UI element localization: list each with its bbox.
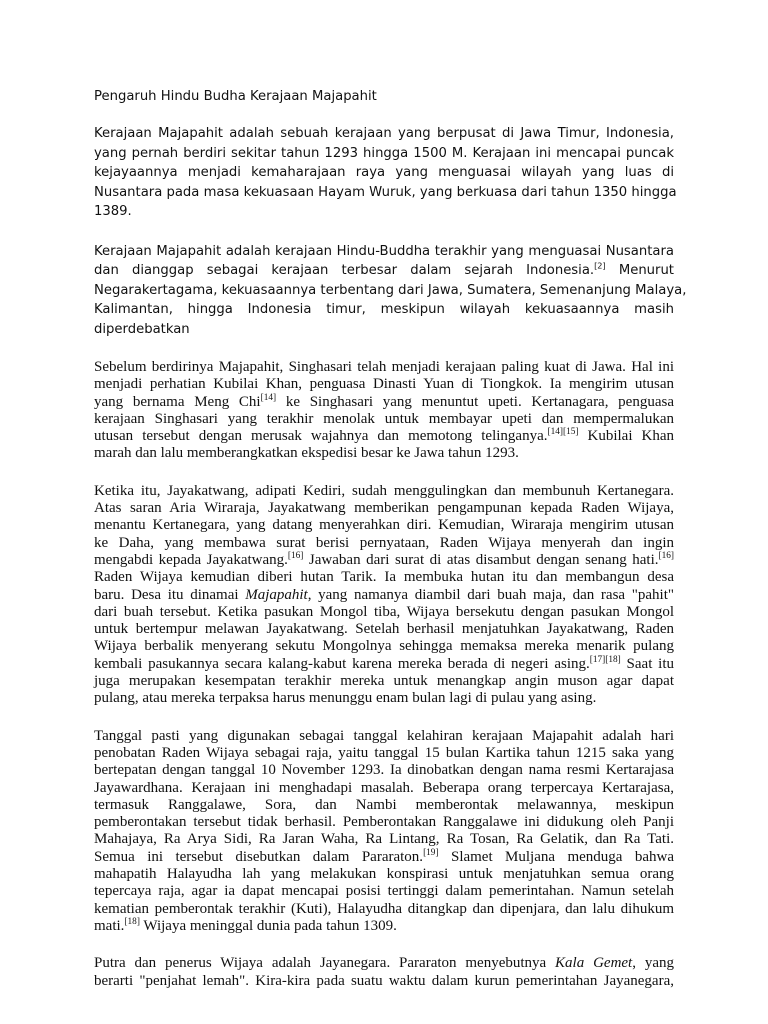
text-run: Putra dan penerus Wijaya adalah Jayanegara. Pararaton menyebutnya: [94, 955, 556, 972]
text-run: Wijaya berbalik menyerang sekutu Mongolnya sehingga memaksa mereka menarik pulang: [94, 638, 674, 655]
text-run: Nusantara pada masa kekuasaan Hayam Wuruk, yang berkuasa dari tahun 1350 hingga: [94, 184, 677, 200]
text-line: [94, 428, 674, 445]
text-line: [94, 587, 674, 604]
text-run: Kubilai Khan: [578, 428, 675, 445]
text-run: Sebelum berdirinya Majapahit, Singhasari telah menjadi kerajaan paling kuat di Jawa. Hal ini: [94, 359, 674, 375]
text-line: [94, 831, 674, 848]
text-run: kerajaan Singhasari yang terakhir menolak untuk membayar upeti dan mempermalukan: [94, 410, 674, 427]
paragraph-2: [94, 242, 687, 340]
text-line: [94, 320, 674, 340]
text-run: Kerajaan Majapahit adalah kerajaan Hindu-Buddha terakhir yang menguasai Nusantara: [94, 243, 674, 259]
text-line: [94, 814, 674, 831]
text-line: [94, 202, 674, 222]
paragraph-3: [94, 359, 674, 463]
text-line: [94, 780, 674, 797]
text-line: [94, 918, 674, 935]
text-run: tepercaya raja, agar ia dapat mencapai posisi tertinggi dalam pemerintahan. Namun setelah: [94, 883, 674, 900]
text-run: Ketika itu, Jayakatwang, adipati Kediri, sudah menggulingkan dan membunuh Kertanegara.: [94, 482, 674, 499]
text-run: Kerajaan Majapahit: [94, 126, 223, 141]
text-line: [94, 762, 674, 779]
text-line: [94, 901, 674, 918]
text-line: [94, 745, 674, 762]
text-run: 1389.: [94, 204, 132, 219]
text-run: , yang namanya diambil dari buah maja, dan rasa "pahit": [307, 586, 674, 603]
text-run: Negarakertagama, kekuasaannya terbentang dari Jawa, Sumatera, Semenanjung Malaya,: [94, 282, 687, 298]
text-line: [94, 281, 687, 301]
text-run: kembali pasukannya secara kalang-kabut karena mereka berada di negeri asing.: [94, 655, 590, 672]
text-line: [94, 569, 674, 586]
paragraph-4: [94, 483, 674, 708]
text-run: menantu Kertanegara, yang datang menyerahkan diri. Kemudian, Wiraraja mengirim utusan: [94, 517, 674, 534]
text-run: untuk bertempur melawan Jayakatwang. Setelah berhasil menjatuhkan Jayakatwang, Raden: [94, 621, 674, 638]
text-run: dari buah tersebut. Ketika pasukan Mongol tiba, Wijaya bersekutu dengan pasukan Mongol: [94, 603, 674, 620]
text-line: [94, 552, 674, 569]
text-run: Mahajaya, Ra Arya Sidi, Ra Jaran Waha, Ra Lintang, Ra Tosan, Ra Gelatik, dan Ra Tati.: [94, 831, 674, 848]
text-run: bertepatan dengan tanggal 10 November 1293. Ia dinobatkan dengan nama resmi Kertarajasa: [94, 762, 674, 779]
text-run: Atas saran Aria Wiraraja, Jayakatwang memberikan pengampunan kepada Raden Wijaya,: [94, 500, 674, 517]
text-line: [94, 242, 674, 262]
text-line: [94, 690, 674, 707]
text-run: diperdebatkan: [94, 321, 190, 337]
text-line: [94, 849, 674, 866]
text-run: mahapatih Halayudha lah yang melakukan konspirasi untuk menjatuhkan semua orang: [94, 866, 674, 883]
text-run: Slamet Muljana menduga bahwa: [438, 848, 674, 865]
italic-text: Kala Gemet: [555, 955, 633, 972]
text-line: [94, 300, 674, 320]
text-line: [94, 973, 674, 990]
text-run: yang pernah berdiri sekitar tahun 1293 hingga 1500 M. Kerajaan ini mencapai puncak: [94, 145, 674, 161]
document-title: Pengaruh Hindu Budha Kerajaan Majapahit: [94, 89, 377, 104]
paragraph-5: [94, 728, 674, 936]
text-run: pemberontakan tersebut tidak berhasil. Pemberontakan Ranggalawe ini didukung oleh Panji: [94, 814, 674, 831]
text-line: [94, 673, 674, 690]
document-page: [94, 88, 687, 1010]
text-run: kematian pemberontak terakhir (Kuti), Halayudha ditangkap dan dipenjara, dan lalu dihukum: [94, 900, 674, 917]
text-run: baru. Desa itu dinamai: [94, 586, 246, 603]
text-run: Jayawardhana. Kerajaan ini menghadapi masalah. Beberapa orang terpercaya Kertarajasa,: [94, 779, 674, 796]
text-line: [94, 656, 674, 673]
text-run: marah dan lalu memberangkatkan ekspedisi besar ke Jawa tahun 1293.: [94, 445, 519, 462]
text-line: [94, 376, 674, 393]
text-run: penobatan Raden Wijaya sebagai raja, yaitu tanggal 15 bulan Kartika tahun 1215 saka yang: [94, 744, 674, 761]
footnote-ref[interactable]: [14][15]: [547, 427, 579, 438]
paragraph-1: [94, 124, 677, 222]
text-run: Tanggal pasti yang digunakan sebagai tanggal kelahiran kerajaan Majapahit adalah hari: [94, 727, 674, 744]
text-run: Semua ini tersebut disebutkan dalam Pararaton.: [94, 848, 424, 865]
text-line: [94, 866, 674, 883]
footnote-ref[interactable]: [17][18]: [589, 654, 621, 665]
text-line: [94, 359, 674, 376]
text-run: adalah sebuah kerajaan yang berpusat di Jawa Timur, Indonesia,: [222, 126, 674, 141]
text-line: [94, 124, 674, 144]
text-line: [94, 445, 674, 462]
text-line: [94, 638, 674, 655]
text-line: [94, 500, 674, 517]
text-run: Menurut: [605, 263, 674, 278]
text-line: [94, 183, 677, 203]
text-run: mengabdi kepada Jayakatwang.: [94, 551, 288, 568]
italic-text: Majapahit: [245, 586, 308, 603]
text-run: mati.: [94, 917, 125, 934]
text-run: kejayaannya menjadi kemaharajaan raya yang menguasai wilayah yang luas di: [94, 165, 674, 180]
text-run: Raden Wijaya kemudian diberi hutan Tarik. Ia membuka hutan itu dan membangun desa: [94, 569, 674, 586]
footnote-ref[interactable]: [2]: [594, 260, 606, 271]
text-line: [94, 955, 674, 972]
text-line: [94, 517, 674, 534]
text-line: [94, 621, 674, 638]
text-line: [94, 483, 674, 500]
text-line: [94, 144, 674, 164]
text-line: [94, 535, 674, 552]
text-line: [94, 883, 674, 900]
text-line: [94, 261, 674, 281]
text-run: , yang: [632, 955, 674, 972]
text-run: Jawaban dari surat di atas disambut dengan senang hati.: [303, 551, 659, 568]
text-run: yang bernama Meng Chi: [94, 393, 261, 410]
footnote-ref[interactable]: [16]: [287, 550, 304, 561]
text-run: utusan tersebut dengan merusak wajahnya dan memotong telinganya.: [94, 428, 548, 445]
footnote-ref[interactable]: [19]: [423, 847, 439, 858]
text-run: Saat itu: [620, 655, 674, 672]
text-run: Wijaya meninggal dunia pada tahun 1309.: [139, 917, 397, 934]
text-run: ke Singhasari yang menuntut upeti. Kertanagara, penguasa: [276, 393, 674, 410]
footnote-ref[interactable]: [14]: [260, 392, 277, 403]
text-run: menjadi perhatian Kubilai Khan, penguasa Dinasti Yuan di Tiongkok. Ia mengirim utusan: [94, 376, 674, 393]
text-run: pulang, atau mereka terpaksa harus menunggu enam bulan lagi di pulau yang asing.: [94, 690, 597, 707]
text-line: [94, 604, 674, 621]
text-line: [94, 411, 674, 428]
text-run: termasuk Ranggalawe, Sora, dan Nambi memberontak melawannya, meskipun: [94, 796, 674, 813]
text-line: [94, 797, 674, 814]
footnote-ref[interactable]: [18]: [124, 916, 140, 927]
text-run: Kalimantan, hingga Indonesia timur, meskipun wilayah kekuasaannya masih: [94, 302, 674, 317]
text-line: [94, 394, 674, 411]
text-run: berarti "penjahat lemah". Kira-kira pada suatu waktu dalam kurun pemerintahan Jayanegara,: [94, 972, 674, 989]
text-line: [94, 728, 674, 745]
paragraph-6: [94, 955, 674, 990]
text-run: dan dianggap sebagai kerajaan terbesar dalam sejarah Indonesia.: [94, 263, 595, 278]
text-run: ke Daha, yang membawa surat berisi pernyataan, Raden Wijaya menyerah dan ingin: [94, 534, 674, 551]
footnote-ref[interactable]: [16]: [658, 550, 674, 561]
text-line: [94, 163, 674, 183]
text-run: juga merupakan kesempatan terakhir mereka untuk menangkap angin muson agar dapat: [94, 673, 674, 690]
